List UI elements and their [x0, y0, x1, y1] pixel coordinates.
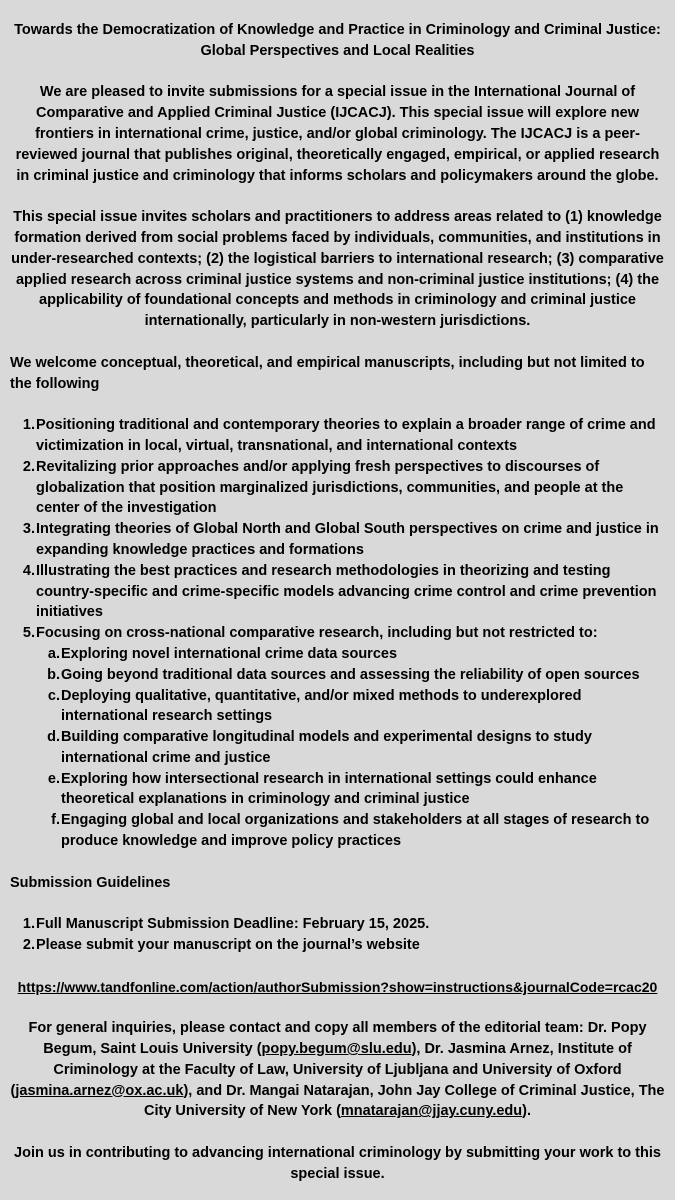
welcome-paragraph: We welcome conceptual, theoretical, and empirical manuscripts, including but not limited to the following — [10, 354, 645, 392]
title-line-1: Towards the Democratization of Knowledge and Practice in Criminology and Criminal Justice: — [14, 22, 661, 38]
list-item-text: Deploying qualitative, quantitative, and/or mixed methods to underexplored international research settings — [61, 687, 582, 725]
guideline-item — [10, 935, 665, 956]
list-item-text: Building comparative longitudinal models and experimental designs to study international crime and justice — [61, 729, 592, 766]
list-number: 2. — [22, 937, 35, 954]
email-link-popy-begum[interactable]: popy.begum@slu.edu — [261, 1041, 412, 1058]
list-item-text: Revitalizing prior approaches and/or applying fresh perspectives to discourses of globalization that position marginalized jurisdictions, communities, and people at the center of the investigation — [36, 458, 624, 517]
list-item-text: Positioning traditional and contemporary theories to explain a broader range of crime and victimization in local, virtual, transnational, and international contexts — [36, 417, 656, 454]
topic-item — [10, 457, 665, 519]
submission-link[interactable]: https://www.tandfonline.com/action/authorSubmission?show=instructions&journalCode=rcac20 — [17, 978, 658, 995]
title — [10, 20, 665, 62]
list-item-text: Full Manuscript Submission Deadline: February 15, 2025. — [36, 916, 430, 933]
topic-item — [10, 519, 665, 561]
list-letter: a. — [47, 645, 60, 662]
contact-paragraph — [10, 1018, 665, 1122]
subtopic-item — [10, 727, 665, 769]
email-link-mangai-natarajan[interactable]: mnatarajan@jjay.cuny.edu — [340, 1103, 523, 1120]
list-item-text: Engaging global and local organizations and stakeholders at all stages of research to produce knowledge and improve policy practices — [61, 812, 650, 850]
list-number: 1. — [22, 916, 35, 933]
list-number: 4. — [22, 562, 35, 579]
subtopic-item — [10, 644, 665, 665]
list-item-text: Exploring novel international crime data sources — [61, 645, 398, 662]
scope-paragraph: This special issue invites scholars and practitioners to address areas related to (1) knowledge formation derived from social problems faced by individuals, communities, and institutions in under-researched contexts; (2) the logistical barriers to international research; (3) comparative applied research across criminal justice systems and non-criminal justice institutions; (4) the applicability of foundational concepts and methods in criminology and criminal justice internationally, particularly in non-western jurisdictions. — [11, 209, 664, 330]
list-number: 1. — [22, 417, 35, 434]
guidelines-heading: Submission Guidelines — [10, 874, 171, 891]
guideline-item — [10, 914, 665, 935]
list-letter: e. — [47, 770, 60, 787]
email-link-jasmina-arnez[interactable]: jasmina.arnez@ox.ac.uk — [15, 1082, 184, 1099]
closing-paragraph: Join us in contributing to advancing international criminology by submitting your work to this special issue. — [14, 1145, 661, 1182]
list-item-text: Exploring how intersectional research in international settings could enhance theoretical explanations in criminology and criminal justice — [61, 770, 597, 808]
list-letter: b. — [47, 666, 60, 683]
title-line-2: Global Perspectives and Local Realities — [200, 42, 475, 59]
contact-text: ), Dr. Jasmina Arnez, Institute of Criminology at the Faculty of Law, University of Ljubljana and University of Oxford ( — [10, 1041, 632, 1099]
list-number: 5. — [22, 625, 35, 642]
subtopic-item — [10, 665, 665, 686]
contact-text: For general inquiries, please contact and copy all members of the editorial team: Dr. Popy Begum, Saint Louis University ( — [28, 1020, 647, 1058]
list-number: 3. — [22, 521, 35, 538]
list-item-text: Please submit your manuscript on the journal’s website — [36, 937, 420, 954]
intro-paragraph: We are pleased to invite submissions for a special issue in the International Journal of Comparative and Applied Criminal Justice (IJCACJ). This special issue will explore new frontiers in international crime, justice, and/or global criminology. The IJCACJ is a peer-reviewed journal that publishes original, theoretically engaged, empirical, or applied research in criminal justice and criminology that informs scholars and policymakers around the globe. — [15, 84, 660, 184]
subtopic-item — [10, 769, 665, 811]
contact-text: ), and Dr. Mangai Natarajan, John Jay College of Criminal Justice, The City University of New York ( — [144, 1082, 665, 1120]
list-item-text: Going beyond traditional data sources and assessing the reliability of open sources — [61, 666, 640, 683]
subtopics-list — [10, 644, 665, 852]
contact-text: ). — [522, 1103, 531, 1120]
list-number: 2. — [22, 458, 35, 475]
topic-item — [10, 561, 665, 623]
topic-item — [10, 415, 665, 457]
list-item-text: Illustrating the best practices and research methodologies in theorizing and testing country-specific and crime-specific models advancing crime control and crime prevention initiatives — [36, 562, 657, 621]
topics-list — [10, 415, 665, 644]
list-item-text: Focusing on cross-national comparative research, including but not restricted to: — [36, 625, 598, 642]
subtopic-item — [10, 686, 665, 728]
list-letter: d. — [47, 729, 60, 746]
list-letter: c. — [47, 687, 60, 704]
subtopic-item — [10, 810, 665, 852]
guidelines-list — [10, 914, 665, 956]
topic-item — [10, 623, 665, 644]
list-letter: f. — [51, 812, 60, 829]
list-item-text: Integrating theories of Global North and Global South perspectives on crime and justice in expanding knowledge practices and formations — [36, 521, 659, 558]
